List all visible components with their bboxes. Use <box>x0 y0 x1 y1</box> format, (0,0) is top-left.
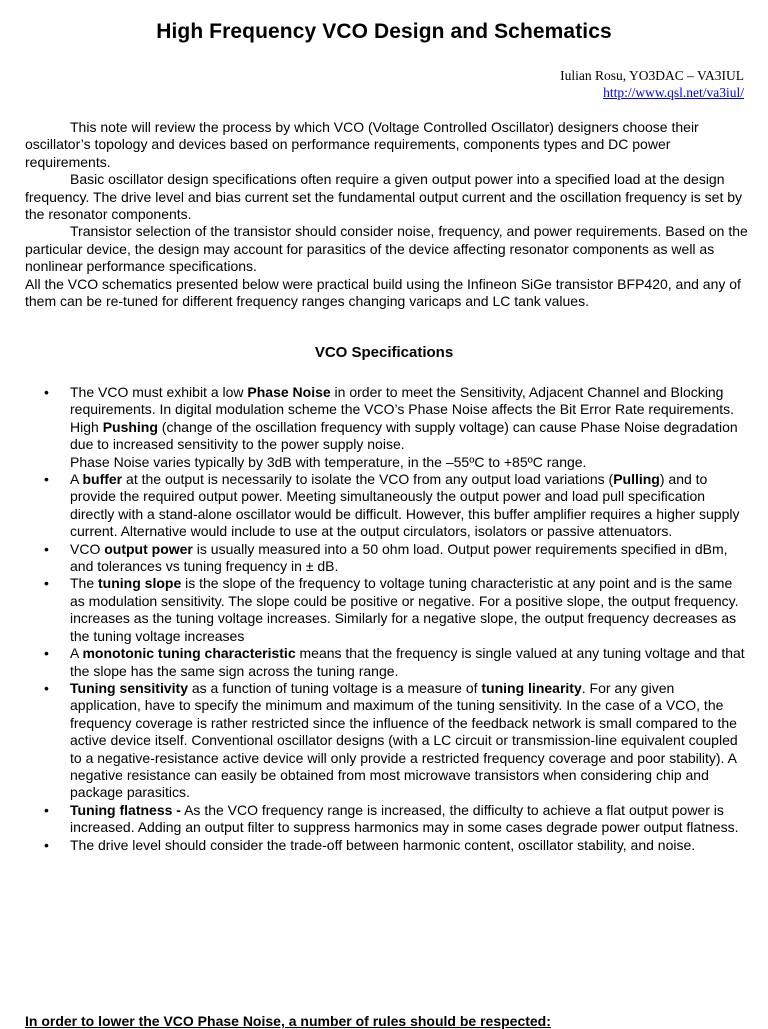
list-item-keyword: Pulling <box>613 471 660 488</box>
list-item <box>40 384 748 471</box>
list-item-keyword: buffer <box>82 471 123 488</box>
list-item-text: as a function of tuning voltage is a measure of <box>187 679 482 696</box>
author-block <box>560 67 744 101</box>
author-url-link[interactable]: http://www.qsl.net/va3iul/ <box>603 85 744 100</box>
list-item-text: A <box>70 471 83 488</box>
list-item-text: VCO <box>70 540 105 557</box>
phase-noise-rules-heading: In order to lower the VCO Phase Noise, a number of rules should be respected: <box>25 1013 551 1029</box>
list-item-text: The <box>70 575 99 592</box>
list-item-text: As the VCO frequency range is increased, the difficulty to achieve a flat output power is increased. Adding an output filter to suppress harmonics may in some cases degrade power output flatness. <box>70 801 739 836</box>
bullet-icon: • <box>44 540 49 557</box>
bullet-icon: • <box>44 471 49 488</box>
list-item-keyword: monotonic tuning characteristic <box>82 645 296 662</box>
list-item-text: ) and to provide the required output power. Meeting simultaneously the output power and load pull specification directly with a stand-alone oscillator would be difficult. However, this buffer amplifier requires a higher supply current. Alternative would include to use at the output circulators, isolators or passive attenuators. <box>70 471 740 540</box>
list-item <box>40 837 748 854</box>
list-item-keyword: Phase Noise <box>247 384 331 400</box>
specs-heading: VCO Specifications <box>314 344 454 361</box>
list-item-text: is usually measured into a 50 ohm load. Output power requirements specified in dBm, and tolerances vs tuning frequency in ± dB. <box>70 540 728 575</box>
list-item-text: (change of the oscillation frequency with supply voltage) can cause Phase Noise degradation due to increased sensitivity to the power supply noise. <box>70 418 738 453</box>
list-item-text: means that the frequency is single valued at any tuning voltage and that the slope has the same sign across the tuning range. <box>70 645 745 679</box>
bullet-icon: • <box>44 836 49 853</box>
list-item <box>40 575 748 645</box>
intro-paragraph-3: Transistor selection of the transistor should consider noise, frequency, and power requirements. Based on the particular device, the design may account for parasitics of the device affecting resonator components as well as nonlinear performance specifications. <box>25 223 748 275</box>
list-item-text: The VCO must exhibit a low <box>70 384 248 400</box>
list-item-keyword: Tuning flatness - <box>70 801 181 818</box>
bullet-icon: • <box>44 679 49 696</box>
list-item-keyword: tuning slope <box>98 575 182 592</box>
bullet-icon: • <box>44 801 49 818</box>
document-title: High Frequency VCO Design and Schematics <box>156 20 612 43</box>
list-item <box>40 645 748 680</box>
list-item-keyword: Pushing <box>102 418 158 435</box>
list-item-keyword: Tuning sensitivity <box>70 679 188 696</box>
bullet-icon: • <box>44 384 49 400</box>
list-item-text: in order to meet the Sensitivity, Adjacent Channel and Blocking requirements. In digital modulation scheme the VCO’s Phase Noise affects the Bit Error Rate requirements. High <box>70 384 735 435</box>
list-item <box>40 680 748 802</box>
list-item-text: The drive level should consider the trade-off between harmonic content, oscillator stability, and noise. <box>70 836 696 853</box>
list-item <box>40 802 748 837</box>
bullet-icon: • <box>44 575 49 592</box>
intro-paragraph-1: This note will review the process by which VCO (Voltage Controlled Oscillator) designers choose their oscillator’s topology and devices based on performance requirements, components types and DC power requirements. <box>25 119 699 170</box>
bullet-icon: • <box>44 645 49 662</box>
list-item <box>40 541 748 576</box>
list-item-keyword: tuning linearity <box>481 679 582 696</box>
list-item-text: Phase Noise varies typically by 3dB with temperature, in the –55ºC to +85ºC range. <box>70 453 587 470</box>
intro-section <box>25 119 750 310</box>
list-item-text: is the slope of the frequency to voltage tuning characteristic at any point and is the same as modulation sensitivity. The slope could be positive or negative. For a positive slope, the output frequency. increases as the tuning voltage increases. Similarly for a negative slope, the output frequency decreases as the tuning voltage increases <box>70 575 739 644</box>
specs-list <box>40 384 748 854</box>
intro-paragraph-2: Basic oscillator design specifications often require a given output power into a specified load at the design frequency. The drive level and bias current set the fundamental output current and the oscillation frequency is set by the resonator components. <box>25 171 743 223</box>
intro-paragraph-4: All the VCO schematics presented below were practical build using the Infineon SiGe transistor BFP420, and any of them can be re-tuned for different frequency ranges changing varicaps and LC tank values. <box>25 275 741 310</box>
list-item <box>40 471 748 541</box>
list-item-text: at the output is necessarily to isolate the VCO from any output load variations ( <box>122 471 614 488</box>
author-name: Iulian Rosu, YO3DAC – VA3IUL <box>560 68 744 83</box>
list-item-text: A <box>70 645 83 662</box>
list-item-text: . For any given application, have to specify the minimum and maximum of the tuning sensitivity. In the case of a VCO, the frequency coverage is rather restricted since the influence of the feedback network is small compared to the active device itself. Conventional oscillator designs (with a LC circuit or transmission-line equivalent coupled to a negative-resistance active device will only provide a restricted frequency coverage and poor stability). A negative resistance can easily be obtained from most microwave transistors when considering chip and package parasitics. <box>70 679 738 801</box>
list-item-keyword: output power <box>104 540 193 557</box>
